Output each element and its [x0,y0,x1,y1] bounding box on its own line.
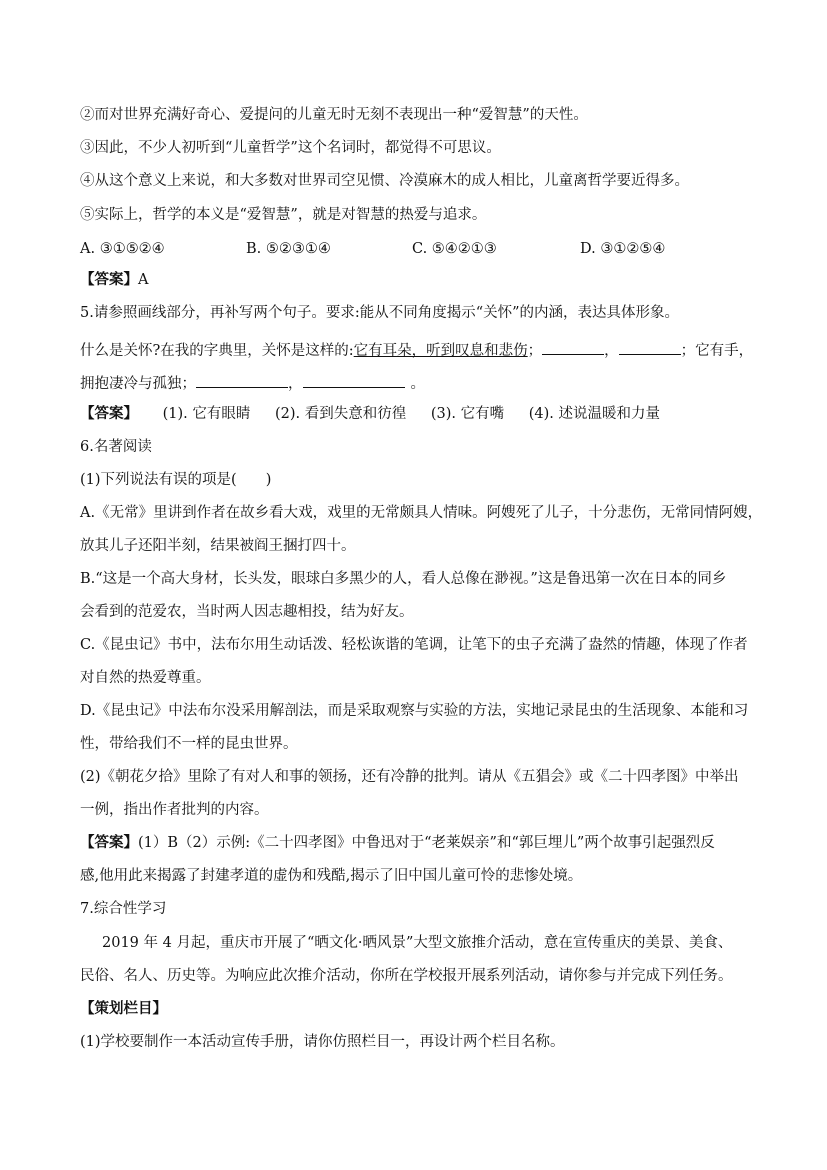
q6-option-d-line-2: 性，带给我们不一样的昆虫世界。 [80,736,298,752]
q6-option-c-line-2: 对自然的热爱尊重。 [80,670,211,686]
q7-sub-1: (1)学校要制作一本活动宣传手册，请你仿照栏目一，再设计两个栏目名称。 [80,1034,565,1050]
q5-blank-3[interactable] [196,371,288,388]
q5-answer [80,404,660,424]
q6-option-c-line-1: C.《昆虫记》书中，法布尔用生动话泼、轻松诙谐的笔调，让笔下的虫子充满了盎然的情趣，体现了作者 [80,637,748,653]
q4-option-a: A. ③①⑤②④ [80,241,165,257]
q6-option-d-line-1: D.《昆虫记》中法布尔没采用解剖法，而是采取观察与实验的方法，实地记录昆虫的生活现象、本能和习 [80,703,749,719]
q6-title: 6.名著阅读 [80,439,152,455]
q4-option-b: B. ⑤②③①④ [246,241,331,257]
q6-answer-line-2: 感,他用此来揭露了封建孝道的虚伪和残酷,揭示了旧中国儿童可怜的悲惨处境。 [80,868,583,884]
q7-paragraph-line-2: 民俗、名人、历史等。为响应此次推介活动，你所在学校报开展系列活动，请你参与并完成下列任务。 [80,968,733,984]
q6-sub-2-line-1: (2)《朝花夕拾》里除了有对人和事的领扬，还有冷静的批判。请从《五猖会》或《二十四孝图》中举出 [80,769,739,785]
q4-answer [80,270,148,290]
answer-label: 【答案】 [80,834,138,851]
q4-option-c: C. ⑤④②①③ [412,241,497,257]
q5-sep: ；它有手， [680,343,754,359]
q6-option-a-line-2: 放其儿子还阳半刻，结果被阎王捆打四十。 [80,538,356,554]
q6-sub-2-line-2: 一例，指出作者批判的内容。 [80,802,269,818]
q5-sep: ； [527,343,543,359]
q5-blank-2[interactable] [619,338,681,355]
q7-section-heading: 【策划栏目】 [80,1000,167,1017]
q5-title: 5.请参照画线部分，再补写两个句子。要求:能从不同角度揭示“关怀”的内涵，表达具体形象。 [80,305,680,321]
q4-option-d: D. ③①②⑤④ [580,241,666,257]
answer-value: A [138,272,149,288]
q7-paragraph-line-1: 2019 年 4 月起，重庆市开展了“晒文化·晒风景”大型文旅推介活动，意在宣传重庆的美景、美食、 [102,935,733,951]
q4-sentence-5: ⑤实际上，哲学的本义是“爱智慧”，就是对智慧的热爱与追求。 [80,207,487,223]
q6-answer-line-1 [80,833,715,853]
q5-sep: ， [604,343,619,359]
q5-example-underlined: 它有耳朵，听到叹息和悲伤 [353,343,528,359]
q6-option-b-line-1: B.“这是一个高大身材，长头发，眼球白多黑少的人，看人总像在渺视。”这是鲁迅第一次在日本的同乡 [80,571,727,587]
q5-answer-3: (3). 它有嘴 [430,406,505,422]
q5-answer-2: (2). 看到失意和彷徨 [274,406,407,422]
q7-title: 7.综合性学习 [80,901,167,917]
q4-sentence-2: ②而对世界充满好奇心、爱提问的儿童无时无刻不表现出一种“爱智慧”的天性。 [80,107,588,123]
q5-line-1 [80,338,753,361]
q5-sep: ， [288,376,303,392]
q4-sentence-3: ③因此，不少人初听到“儿童哲学”这个名词时，都觉得不可思议。 [80,140,501,156]
q4-sentence-4: ④从这个意义上来说，和大多数对世界司空见惯、冷漠麻木的成人相比，儿童离哲学要近得多。 [80,173,689,189]
answer-label: 【答案】 [80,271,138,288]
answer-label: 【答案】 [80,405,138,422]
q5-answer-1: (1). 它有眼睛 [162,406,251,422]
q5-blank-4[interactable] [303,371,405,388]
q5-answer-4: (4). 述说温暖和力量 [528,406,660,422]
q5-sep: 。 [410,376,425,392]
q6-option-b-line-2: 会看到的范爱农，当时两人因志趣相投，结为好友。 [80,604,414,620]
q6-option-a-line-1: A.《无常》里讲到作者在故乡看大戏，戏里的无常颇具人情味。阿嫂死了儿子，十分悲伤，无常同情阿嫂， [80,505,763,521]
q6-answer-text-1: (1）B（2）示例:《二十四孝图》中鲁迅对于“老莱娱亲”和“郭巨埋儿”两个故事引起强烈反 [138,835,715,851]
q6-sub-1: (1)下列说法有误的项是( ) [80,472,272,488]
q5-prefix-2: 拥抱凄冷与孤独； [80,376,196,392]
q5-prefix: 什么是关怀?在我的字典里，关怀是这样的: [80,343,354,359]
q5-blank-1[interactable] [542,338,604,355]
q5-line-2 [80,371,425,394]
